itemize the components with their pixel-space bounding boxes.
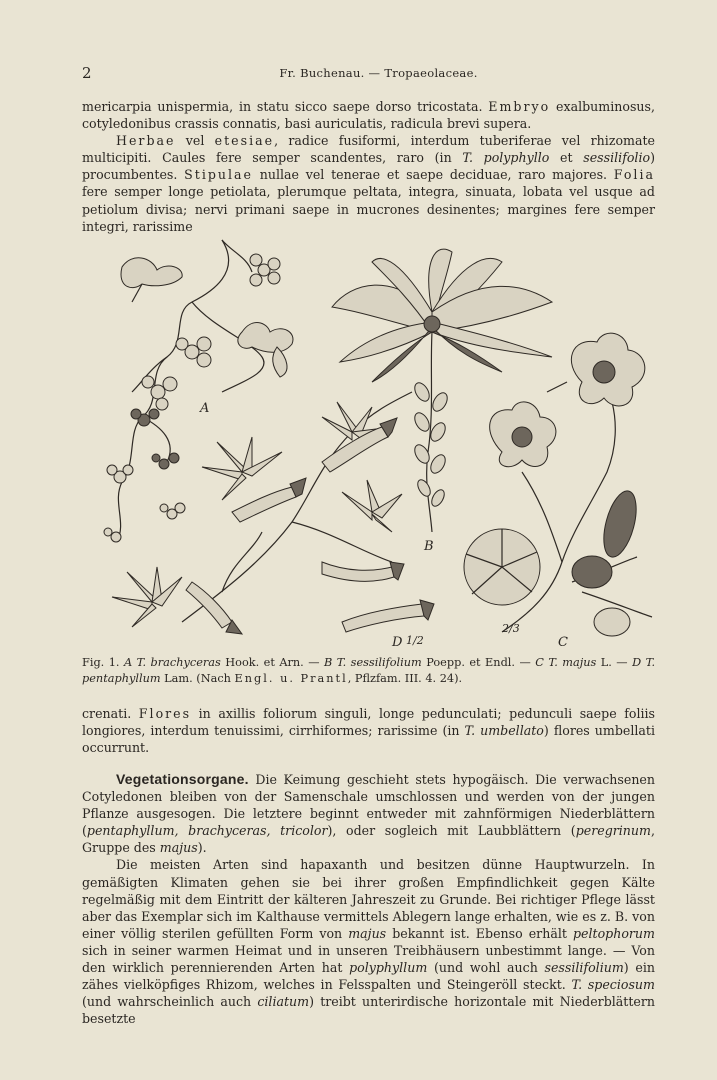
flower-a1	[121, 258, 182, 302]
tubular-flower-d4	[322, 562, 404, 581]
tubular-flower-d5	[342, 600, 434, 632]
text-run: , radice fusiformi, interdum tuberiferae vel rhizomate multicipiti. Caules fere semper scandentes, raro (in	[82, 133, 656, 166]
caption-source-end: , Pflzfam. III. 4. 24).	[347, 671, 463, 685]
figure-label-c: C	[558, 635, 568, 650]
caption-species-c: T. majus	[548, 656, 597, 669]
nasturtium-flower-c2	[547, 333, 645, 406]
spaced-term: Stipulae	[184, 167, 254, 183]
latin-paragraph-3	[82, 705, 655, 756]
text-run: ) treibt unterirdische horizontale mit Niederblättern besetzte	[82, 994, 655, 1027]
section-paragraph-1	[82, 771, 655, 856]
caption-source: Engl. u. Prantl	[234, 671, 348, 685]
caption-label-b: B	[323, 656, 333, 669]
text-run: Die meisten Arten sind hapaxanth und besitzen dünne Hauptwurzeln. In gemäßigten Klimaten gehen sie bei ihrer großen Empfindlichkeit gegen Kälte regelmäßig mit dem Eintritt der kälteren Jahreszeit zu Grunde. Bei richtiger Pflege lässt aber das Exemplar sich im Kalthause vermittels Ablegern lange erhalten, wie es z. B. von einer völlig sterilen gefüllten Form von	[82, 857, 655, 941]
tubular-flower-d3	[186, 582, 242, 634]
figure-scale-d: 1/2	[406, 634, 424, 647]
latin-description	[82, 98, 655, 235]
text-run: ) flores umbellati occurrunt.	[82, 723, 655, 756]
species-name: T. polyphyllo	[462, 150, 550, 166]
leaf-rosette-a8	[104, 528, 121, 542]
species-name: peregrinum	[575, 823, 651, 839]
species-name: ciliatum	[257, 994, 310, 1010]
text-run: fere semper longe petiolata, plerumque peltata, integra, sinuata, lobata vel usque ad petiolum divisa; nervi primani saepe in mucrones desinentes; margines fere semper integri, rarissime	[82, 184, 655, 234]
caption-figure-number: Fig. 1.	[82, 656, 120, 669]
peltate-leaf-c1	[464, 529, 540, 605]
caption-label-c: C	[535, 656, 544, 669]
species-name: polyphyllum	[349, 960, 428, 976]
text-run: (und wahrscheinlich auch	[82, 994, 258, 1010]
species-name: sessilifolium	[544, 960, 624, 976]
figure-scale-c: 2/3	[502, 622, 520, 635]
spaced-term: Folia	[613, 167, 655, 183]
flower-cluster-b	[332, 249, 552, 382]
text-run: mericarpia unispermia, in statu sicco saepe dorso tricostata.	[82, 99, 489, 114]
tubular-flower-d2	[232, 478, 306, 522]
latin-paragraph-1	[82, 98, 655, 132]
plant-d-illustration	[112, 392, 434, 650]
peltate-leaf-c3	[572, 556, 612, 588]
caption-author-c: L. —	[596, 656, 633, 669]
figure-caption	[82, 655, 655, 686]
text-run: in axillis foliorum singuli, longe pedunculati; pedunculi saepe foliis longiores, interdum tenuissimi, cirrhiformes; rarissime (in	[82, 706, 655, 739]
page-header	[82, 64, 655, 82]
figure-label-d: D	[392, 635, 403, 650]
leaf-rosette-a2	[176, 337, 211, 367]
caption-label-a: A	[123, 656, 133, 669]
text-run: bekannt ist. Ebenso erhält	[386, 925, 573, 941]
leaf-rosette-a4	[131, 409, 159, 426]
palmate-leaf-d2	[202, 437, 282, 500]
leaf-rosette-a5	[107, 465, 133, 483]
spaced-term: Flores	[138, 706, 192, 721]
latin-paragraph-2	[82, 132, 655, 235]
peltate-leaf-c4	[594, 608, 630, 636]
leaf-rosette-a6	[152, 453, 179, 469]
caption-label-d: D	[632, 656, 642, 669]
species-name: peltophorum	[572, 925, 655, 941]
species-name: sessilifolio	[583, 150, 651, 166]
text-run: et	[549, 150, 584, 166]
palmate-leaf-d4	[342, 480, 402, 532]
caption-species-b: T. sessilifolium	[336, 656, 422, 669]
text-run: ).	[197, 840, 207, 856]
text-run: nullae vel tenerae et saepe deciduae, raro majores.	[253, 167, 614, 183]
caption-author-b: Poepp. et Endl. —	[421, 656, 536, 669]
running-head: Fr. Buchenau. — Tropaeolaceae.	[279, 66, 478, 80]
peltate-leaf-c2	[598, 488, 643, 561]
latin-continuation	[82, 705, 655, 756]
text-run: ) ein zähes vielköpfiges Rhizom, welches in Felsspalten und Steingeröll steckt.	[82, 960, 655, 993]
text-run: ), oder sogleich mit Laubblättern (	[327, 823, 576, 839]
species-name: T. umbellato	[464, 723, 544, 739]
text-run: ) procumbentes.	[82, 150, 655, 183]
figure-label-b: B	[424, 539, 434, 554]
section-paragraph-2	[82, 856, 655, 1027]
caption-author-a: Hook. et Arn. —	[220, 656, 324, 669]
text-run: crenati.	[82, 706, 139, 721]
species-name: majus	[159, 840, 198, 856]
text-run: exalbuminosus, cotyledonibus crassis connatis, basi auriculatis, radicula brevi supera.	[82, 99, 655, 132]
text-run: , Gruppe des	[82, 823, 655, 856]
caption-species-a: T. brachyceras	[136, 656, 221, 669]
palmate-leaf-d1	[112, 567, 182, 627]
section-vegetationsorgane	[82, 771, 655, 1027]
botanical-figure	[92, 232, 662, 652]
text-run: sich in seiner warmen Heimat und in unseren Treibhäusern unbestimmt lange. — Von den wirklich perennierenden Arten hat	[82, 942, 655, 976]
spaced-term: Embryo	[488, 99, 551, 114]
text-run: Die Keimung geschieht stets hypogäisch. Die verwachsenen Cotyledonen bleiben von der Samenschale umschlossen und werden von der jungen Pflanze ausgesogen. Die letztere beginnt entweder mit zahnförmigen Niederblättern (	[82, 772, 655, 839]
text-run: (und wohl auch	[427, 960, 545, 976]
leaf-rosette-a7	[160, 503, 185, 519]
page-number: 2	[82, 64, 92, 82]
species-name: T. speciosum	[571, 977, 655, 993]
spaced-term: etesiae	[214, 133, 275, 149]
leaf-rosette-a3	[142, 376, 177, 410]
leaf-rosette-a1	[250, 254, 280, 286]
caption-author-d: Lam. (Nach	[160, 671, 235, 685]
flower-a2	[238, 323, 293, 377]
nasturtium-flower-c1	[490, 402, 556, 467]
species-name: pentaphyllum, brachyceras, tricolor	[86, 823, 328, 839]
section-heading: Vegetationsorgane.	[116, 771, 249, 787]
text-run: vel	[175, 133, 215, 149]
species-name: majus	[348, 925, 387, 941]
spaced-term: Herbae	[116, 133, 176, 149]
figure-label-a: A	[200, 401, 210, 416]
caption-species-d: T. pentaphyllum	[82, 656, 656, 685]
plant-c-illustration	[464, 333, 652, 650]
